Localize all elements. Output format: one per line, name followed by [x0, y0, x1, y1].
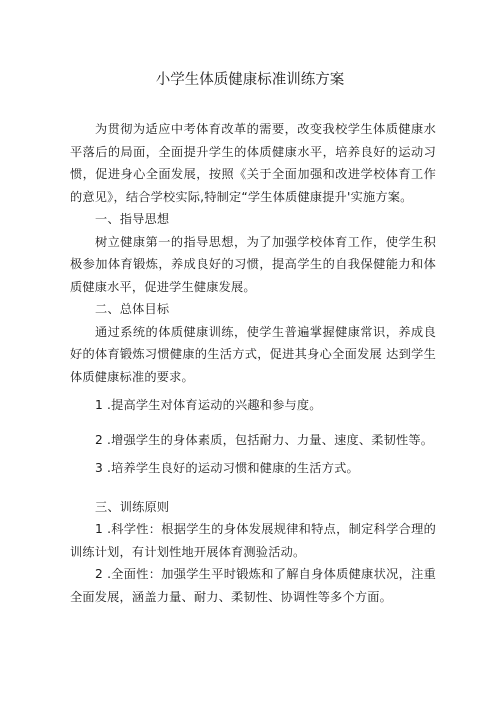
section-heading-overall-goals: 二、总体目标	[95, 302, 170, 316]
section-heading-guiding-ideology: 一、指导思想	[95, 212, 170, 226]
principle-item-1: 1 .科学性：根据学生的身体发展规律和特点，制定科学合理的训练计划，有计划性地开展体育测验活动。	[70, 522, 436, 559]
document-title: 小学生体质健康标准训练方案	[155, 72, 345, 88]
document-body	[70, 118, 436, 608]
section-heading-training-principles: 三、训练原则	[95, 499, 170, 514]
intro-paragraph: 为贯彻为适应中考体育改革的需要，改变我校学生体质健康水平落后的局面，全面提升学生的体质健康水平，培养良好的运动习惯，促进身心全面发展，按照《关于全面加强和改进学校体育工作的意见》，结合学校实际,特制定“学生体质健康提升'实施方案。	[70, 122, 436, 204]
guiding-ideology-paragraph: 树立健康第一的指导思想，为了加强学校体育工作，使学生积极参加体育锻炼，养成良好的习惯，提高学生的自我保健能力和体质健康水平，促进学生健康发展。	[70, 234, 436, 294]
goal-item-1: 1 .提高学生对体育运动的兴趣和参与度。	[95, 398, 322, 412]
goal-item-3: 3 .培养学生良好的运动习惯和健康的生活方式。	[95, 461, 359, 475]
principle-item-2: 2 .全面性：加强学生平时锻炼和了解自身体质健康状况，注重全面发展，涵盖力量、耐力、柔韧性、协调性等多个方面。	[70, 567, 436, 604]
goal-item-2: 2 .增强学生的身体素质，包括耐力、力量、速度、柔韧性等。	[95, 432, 434, 447]
overall-goals-paragraph: 通过系统的体质健康训练，使学生普遍掌握健康常识，养成良好的体育锻炼习惯健康的生活方式，促进其身心全面发展 达到学生体质健康标准的要求。	[70, 324, 436, 384]
